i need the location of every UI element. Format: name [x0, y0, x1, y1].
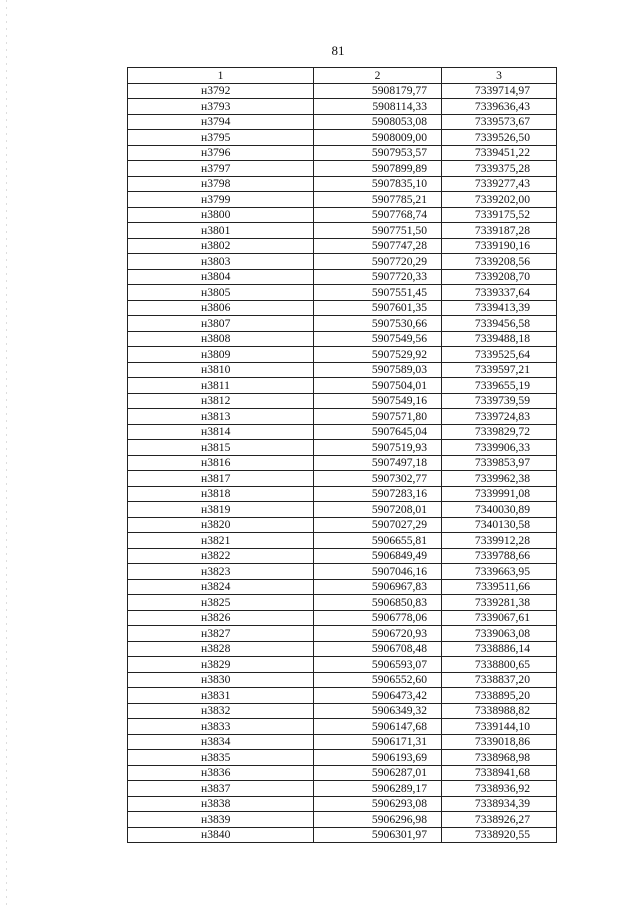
x-coordinate-cell: 5907208,01: [314, 502, 442, 518]
x-coordinate-cell: 5908009,00: [314, 130, 442, 146]
point-id-cell: н3808: [128, 331, 314, 347]
point-id-cell: н3812: [128, 393, 314, 409]
x-coordinate-cell: 5906301,97: [314, 827, 442, 843]
y-coordinate-cell: 7339714,97: [442, 83, 557, 99]
y-coordinate-cell: 7338926,27: [442, 812, 557, 828]
x-coordinate-cell: 5907530,66: [314, 316, 442, 332]
point-id-cell: н3821: [128, 533, 314, 549]
point-id-cell: н3827: [128, 626, 314, 642]
point-id-cell: н3799: [128, 192, 314, 208]
table-row: [128, 145, 557, 161]
x-coordinate-cell: 5907549,16: [314, 393, 442, 409]
x-coordinate-cell: 5908114,33: [314, 99, 442, 115]
point-id-cell: н3838: [128, 796, 314, 812]
x-coordinate-cell: 5907645,04: [314, 424, 442, 440]
y-coordinate-cell: 7339067,61: [442, 610, 557, 626]
x-coordinate-cell: 5906720,93: [314, 626, 442, 642]
x-coordinate-cell: 5906289,17: [314, 781, 442, 797]
y-coordinate-cell: 7338968,98: [442, 750, 557, 766]
table-row: [128, 238, 557, 254]
y-coordinate-cell: 7338837,20: [442, 672, 557, 688]
y-coordinate-cell: 7338800,65: [442, 657, 557, 673]
point-id-cell: н3820: [128, 517, 314, 533]
y-coordinate-cell: 7338886,14: [442, 641, 557, 657]
table-row: [128, 130, 557, 146]
y-coordinate-cell: 7339456,58: [442, 316, 557, 332]
y-coordinate-cell: 7338895,20: [442, 688, 557, 704]
y-coordinate-cell: 7339202,00: [442, 192, 557, 208]
table-row: [128, 192, 557, 208]
x-coordinate-cell: 5906193,69: [314, 750, 442, 766]
y-coordinate-cell: 7339526,50: [442, 130, 557, 146]
point-id-cell: н3801: [128, 223, 314, 239]
table-row: [128, 300, 557, 316]
y-coordinate-cell: 7339663,95: [442, 564, 557, 580]
x-coordinate-cell: 5908179,77: [314, 83, 442, 99]
y-coordinate-cell: 7339597,21: [442, 362, 557, 378]
x-coordinate-cell: 5907551,45: [314, 285, 442, 301]
point-id-cell: н3840: [128, 827, 314, 843]
table-row: [128, 595, 557, 611]
table-row: [128, 502, 557, 518]
point-id-cell: н3810: [128, 362, 314, 378]
point-id-cell: н3814: [128, 424, 314, 440]
point-id-cell: н3815: [128, 440, 314, 456]
point-id-cell: н3807: [128, 316, 314, 332]
table-row: [128, 812, 557, 828]
table-row: [128, 626, 557, 642]
x-coordinate-cell: 5906552,60: [314, 672, 442, 688]
point-id-cell: н3816: [128, 455, 314, 471]
y-coordinate-cell: 7338988,82: [442, 703, 557, 719]
table-row: [128, 114, 557, 130]
x-coordinate-cell: 5907046,16: [314, 564, 442, 580]
table-row: [128, 316, 557, 332]
point-id-cell: н3832: [128, 703, 314, 719]
x-coordinate-cell: 5907768,74: [314, 207, 442, 223]
point-id-cell: н3831: [128, 688, 314, 704]
y-coordinate-cell: 7339208,56: [442, 254, 557, 270]
y-coordinate-cell: 7340130,58: [442, 517, 557, 533]
y-coordinate-cell: 7339018,86: [442, 734, 557, 750]
table-row: [128, 207, 557, 223]
table-row: [128, 455, 557, 471]
y-coordinate-cell: 7339788,66: [442, 548, 557, 564]
y-coordinate-cell: 7339413,39: [442, 300, 557, 316]
point-id-cell: н3804: [128, 269, 314, 285]
x-coordinate-cell: 5907601,35: [314, 300, 442, 316]
table-row: [128, 688, 557, 704]
x-coordinate-cell: 5906850,83: [314, 595, 442, 611]
x-coordinate-cell: 5907302,77: [314, 471, 442, 487]
point-id-cell: н3795: [128, 130, 314, 146]
x-coordinate-cell: 5906147,68: [314, 719, 442, 735]
x-coordinate-cell: 5907519,93: [314, 440, 442, 456]
table-row: [128, 254, 557, 270]
x-coordinate-cell: 5907497,18: [314, 455, 442, 471]
y-coordinate-cell: 7339488,18: [442, 331, 557, 347]
point-id-cell: н3837: [128, 781, 314, 797]
x-coordinate-cell: 5906349,32: [314, 703, 442, 719]
x-coordinate-cell: 5907549,56: [314, 331, 442, 347]
x-coordinate-cell: 5907953,57: [314, 145, 442, 161]
table-row: [128, 83, 557, 99]
table-row: [128, 765, 557, 781]
column-header-x: 2: [314, 68, 442, 84]
table-body: [128, 83, 557, 843]
y-coordinate-cell: 7338920,55: [442, 827, 557, 843]
table-row: [128, 269, 557, 285]
coordinates-table: [127, 67, 557, 843]
y-coordinate-cell: 7339375,28: [442, 161, 557, 177]
x-coordinate-cell: 5907785,21: [314, 192, 442, 208]
y-coordinate-cell: 7339451,22: [442, 145, 557, 161]
y-coordinate-cell: 7338941,68: [442, 765, 557, 781]
table-row: [128, 471, 557, 487]
x-coordinate-cell: 5907529,92: [314, 347, 442, 363]
point-id-cell: н3811: [128, 378, 314, 394]
point-id-cell: н3839: [128, 812, 314, 828]
y-coordinate-cell: 7338934,39: [442, 796, 557, 812]
table-row: [128, 719, 557, 735]
table-row: [128, 750, 557, 766]
point-id-cell: н3802: [128, 238, 314, 254]
point-id-cell: н3792: [128, 83, 314, 99]
y-coordinate-cell: 7339525,64: [442, 347, 557, 363]
y-coordinate-cell: 7339991,08: [442, 486, 557, 502]
table-row: [128, 781, 557, 797]
y-coordinate-cell: 7339063,08: [442, 626, 557, 642]
y-coordinate-cell: 7339190,16: [442, 238, 557, 254]
y-coordinate-cell: 7340030,89: [442, 502, 557, 518]
x-coordinate-cell: 5907589,03: [314, 362, 442, 378]
table-row: [128, 176, 557, 192]
point-id-cell: н3826: [128, 610, 314, 626]
point-id-cell: н3824: [128, 579, 314, 595]
point-id-cell: н3805: [128, 285, 314, 301]
table-row: [128, 796, 557, 812]
table-row: [128, 672, 557, 688]
point-id-cell: н3803: [128, 254, 314, 270]
point-id-cell: н3819: [128, 502, 314, 518]
y-coordinate-cell: 7339962,38: [442, 471, 557, 487]
page-number: 81: [331, 43, 345, 58]
x-coordinate-cell: 5906287,01: [314, 765, 442, 781]
y-coordinate-cell: 7339175,52: [442, 207, 557, 223]
point-id-cell: н3822: [128, 548, 314, 564]
x-coordinate-cell: 5907027,29: [314, 517, 442, 533]
y-coordinate-cell: 7339277,43: [442, 176, 557, 192]
x-coordinate-cell: 5906473,42: [314, 688, 442, 704]
table-row: [128, 424, 557, 440]
table-row: [128, 610, 557, 626]
x-coordinate-cell: 5906171,31: [314, 734, 442, 750]
table-row: [128, 362, 557, 378]
y-coordinate-cell: 7338936,92: [442, 781, 557, 797]
point-id-cell: н3798: [128, 176, 314, 192]
x-coordinate-cell: 5906655,81: [314, 533, 442, 549]
x-coordinate-cell: 5906296,98: [314, 812, 442, 828]
y-coordinate-cell: 7339912,28: [442, 533, 557, 549]
table-row: [128, 161, 557, 177]
x-coordinate-cell: 5907835,10: [314, 176, 442, 192]
column-header-y: 3: [442, 68, 557, 84]
y-coordinate-cell: 7339829,72: [442, 424, 557, 440]
x-coordinate-cell: 5907571,80: [314, 409, 442, 425]
table-row: [128, 347, 557, 363]
y-coordinate-cell: 7339208,70: [442, 269, 557, 285]
table-row: [128, 579, 557, 595]
point-id-cell: н3830: [128, 672, 314, 688]
x-coordinate-cell: 5907720,33: [314, 269, 442, 285]
x-coordinate-cell: 5906293,08: [314, 796, 442, 812]
y-coordinate-cell: 7339187,28: [442, 223, 557, 239]
table-row: [128, 393, 557, 409]
point-id-cell: н3797: [128, 161, 314, 177]
point-id-cell: н3809: [128, 347, 314, 363]
x-coordinate-cell: 5906967,83: [314, 579, 442, 595]
point-id-cell: н3823: [128, 564, 314, 580]
point-id-cell: н3817: [128, 471, 314, 487]
point-id-cell: н3794: [128, 114, 314, 130]
table-row: [128, 548, 557, 564]
x-coordinate-cell: 5906849,49: [314, 548, 442, 564]
table-row: [128, 331, 557, 347]
x-coordinate-cell: 5907747,28: [314, 238, 442, 254]
x-coordinate-cell: 5907899,89: [314, 161, 442, 177]
point-id-cell: н3833: [128, 719, 314, 735]
x-coordinate-cell: 5907283,16: [314, 486, 442, 502]
table-row: [128, 440, 557, 456]
table-header-row: [128, 68, 557, 84]
y-coordinate-cell: 7339511,66: [442, 579, 557, 595]
x-coordinate-cell: 5908053,08: [314, 114, 442, 130]
point-id-cell: н3796: [128, 145, 314, 161]
x-coordinate-cell: 5907504,01: [314, 378, 442, 394]
x-coordinate-cell: 5906778,06: [314, 610, 442, 626]
column-header-point: 1: [128, 68, 314, 84]
table-row: [128, 734, 557, 750]
y-coordinate-cell: 7339144,10: [442, 719, 557, 735]
table-row: [128, 703, 557, 719]
table-row: [128, 285, 557, 301]
point-id-cell: н3793: [128, 99, 314, 115]
point-id-cell: н3825: [128, 595, 314, 611]
scan-edge-mark: [6, 0, 7, 905]
x-coordinate-cell: 5907751,50: [314, 223, 442, 239]
x-coordinate-cell: 5907720,29: [314, 254, 442, 270]
table-row: [128, 99, 557, 115]
table-row: [128, 223, 557, 239]
point-id-cell: н3828: [128, 641, 314, 657]
point-id-cell: н3836: [128, 765, 314, 781]
point-id-cell: н3806: [128, 300, 314, 316]
y-coordinate-cell: 7339281,38: [442, 595, 557, 611]
point-id-cell: н3818: [128, 486, 314, 502]
y-coordinate-cell: 7339739,59: [442, 393, 557, 409]
point-id-cell: н3800: [128, 207, 314, 223]
point-id-cell: н3813: [128, 409, 314, 425]
y-coordinate-cell: 7339724,83: [442, 409, 557, 425]
point-id-cell: н3835: [128, 750, 314, 766]
y-coordinate-cell: 7339655,19: [442, 378, 557, 394]
y-coordinate-cell: 7339573,67: [442, 114, 557, 130]
x-coordinate-cell: 5906708,48: [314, 641, 442, 657]
table-row: [128, 827, 557, 843]
table-row: [128, 657, 557, 673]
y-coordinate-cell: 7339853,97: [442, 455, 557, 471]
y-coordinate-cell: 7339636,43: [442, 99, 557, 115]
y-coordinate-cell: 7339906,33: [442, 440, 557, 456]
x-coordinate-cell: 5906593,07: [314, 657, 442, 673]
table-row: [128, 378, 557, 394]
table-row: [128, 533, 557, 549]
table-row: [128, 517, 557, 533]
table-row: [128, 564, 557, 580]
point-id-cell: н3829: [128, 657, 314, 673]
y-coordinate-cell: 7339337,64: [442, 285, 557, 301]
table-row: [128, 409, 557, 425]
table-row: [128, 486, 557, 502]
point-id-cell: н3834: [128, 734, 314, 750]
table-row: [128, 641, 557, 657]
